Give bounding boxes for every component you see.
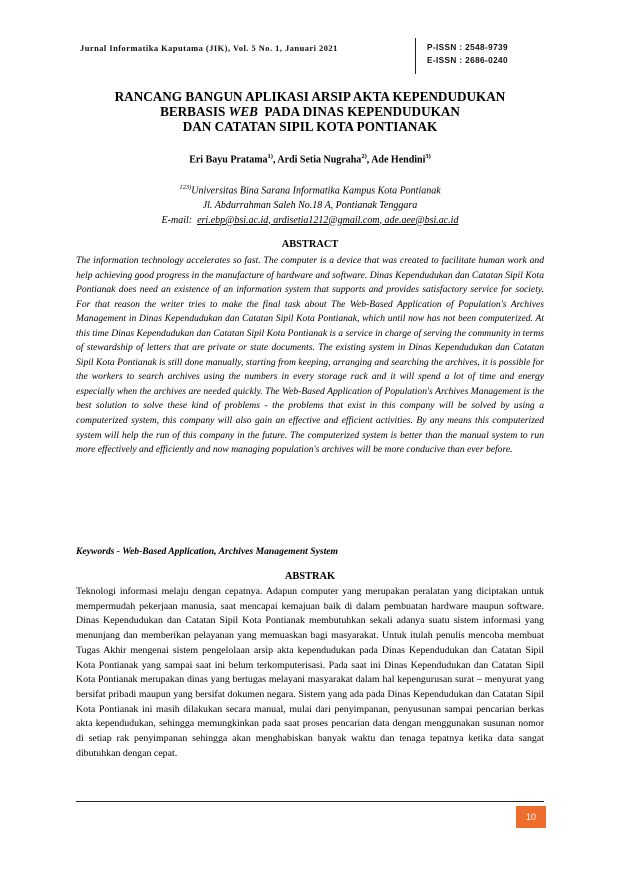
email-label: E-mail:: [161, 214, 198, 226]
page-number-badge: 10: [516, 806, 546, 828]
author-list: [60, 153, 560, 165]
title-line-1: RANCANG BANGUN APLIKASI ARSIP AKTA KEPENDUDUKAN: [114, 89, 506, 104]
title-line-3: DAN CATATAN SIPIL KOTA PONTIANAK: [182, 119, 438, 135]
keywords: Keywords - Web-Based Application, Archives Management System: [76, 546, 338, 557]
title-line-2-pre: BERBASIS: [160, 104, 229, 120]
abstract-heading: ABSTRACT: [281, 239, 339, 250]
abstract-text: The information technology accelerates so fast. The computer is a device that was created to facilitate human work and help achieving good progress in the manufacture of hardware and software. Dinas Kependudukan dan Catatan Sipil Kota Pontianak does need an existence of an information system that supports and provides satisfactory service for society. For that reason the writer tries to make the final task about The Web-Based Application of Population's Archives Management in Dinas Kependudukan dan Catatan Sipil Kota Pontianak, which until now has not been computerized. At this time Dinas Kependudukan dan Catatan Sipil Kota Pontianak is a service in charge of serving the community in terms of stewardship of letters that are private or state documents. The existing system in Dinas Kependudukan dan Catatan Sipil Kota Pontianak is still done manually, starting from keeping, arranging and searching the archives, it is possible for the workers to search archives using the numbers in every storage rack and it will spend a lot of time and energy especially when the archives are needed quickly. The Web-Based Application of Population's Archives Management is the best solution to solve these kind of problems - the problems that exist in this company will be solved by using a computerized system, this company will also gain an effective and efficient activities. By any means this computerized system will help the run of this company in the future. The computerized system is better than the manual system to run more effectively and efficiently and now managing population's archives will be more conducive than ever before.: [76, 255, 544, 456]
eissn: E-ISSN : 2686-0240: [427, 56, 508, 65]
title-line-2: [60, 104, 560, 119]
author-name: Ardi Setia Nugraha: [277, 154, 362, 166]
affiliation-line-1: [60, 181, 560, 199]
author-name: Ade Hendini: [371, 154, 426, 166]
email-addresses[interactable]: eri.ebp@bsi.ac.id, ardisetia1212@gmail.com, ade.aee@bsi.ac.id: [197, 214, 459, 226]
pissn: P-ISSN : 2548-9739: [427, 43, 508, 52]
title-line-2-post: PADA DINAS KEPENDUDUKAN: [257, 104, 460, 120]
abstrak-text: Teknologi informasi melaju dengan cepatnya. Adapun computer yang merupakan peralatan yang diciptakan untuk mempermudah pekerjaan manusia, saat mencapai kemajuan baik di dalam pembuatan hardware maupun software. Dinas Kependudukan dan Catatan Sipil Kota Pontianak membutuhkan sekali adanya suatu sistem informasi yang menunjang dan memberikan pelayanan yang memuaskan bagi masyarakat. Untuk itulah penulis mencoba membuat Tugas Akhir mengenai sistem pengelolaan arsip akta kependudukan pada Dinas Kependudukan dan Catatan Sipil Kota Pontianak yang sampai saat ini belum terkomputerisasi. Pada saat ini Dinas Kependudukan dan Catatan Sipil Kota Pontianak merupakan dinas yang bertugas melayani masyarakat dalam hal kepengurusan surat – menyurat yang bersifat pribadi maupun yang bersifat dokumen negara. Sistem yang ada pada Dinas Kependudukan dan Catatan Sipil Kota Pontianak ini masih dilakukan secara manual, mulai dari penyimpanan, penyusunan sampai pencarian berkas akta kependudukan, sehingga memungkinkan pada saat proses pencarian data dengan menggunakan susunan nomor di setiap rak penyimpanan sehingga akan menghabiskan banyak waktu dan tenaga tepatnya ketika data sangat dibutuhkan dengan cepat.: [76, 586, 544, 759]
author-name: Eri Bayu Pratama: [189, 154, 268, 166]
author-sep: ,: [366, 154, 372, 166]
affiliation-university: Universitas Bina Sarana Informatika Kampus Kota Pontianak: [191, 185, 441, 197]
author-sup: 1): [267, 153, 273, 160]
journal-header: Jurnal Informatika Kaputama (JIK), Vol. 5 No. 1, Januari 2021: [80, 44, 338, 53]
affiliation-email-line: [60, 214, 560, 229]
paper-title: [60, 89, 560, 135]
footer-divider: [76, 801, 544, 802]
author-sep: ,: [272, 154, 278, 166]
affiliation: [60, 181, 560, 228]
abstrak-heading: ABSTRAK: [284, 571, 336, 582]
issn-block: [427, 41, 508, 67]
title-line-2-em: WEB: [228, 104, 258, 120]
author-sup: 2): [361, 153, 367, 160]
affiliation-sup: 123): [179, 184, 192, 191]
header-divider: [415, 38, 416, 74]
affiliation-line-2: Jl. Abdurrahman Saleh No.18 A, Pontianak Tenggara: [202, 199, 418, 211]
author-sup: 3): [425, 153, 431, 160]
